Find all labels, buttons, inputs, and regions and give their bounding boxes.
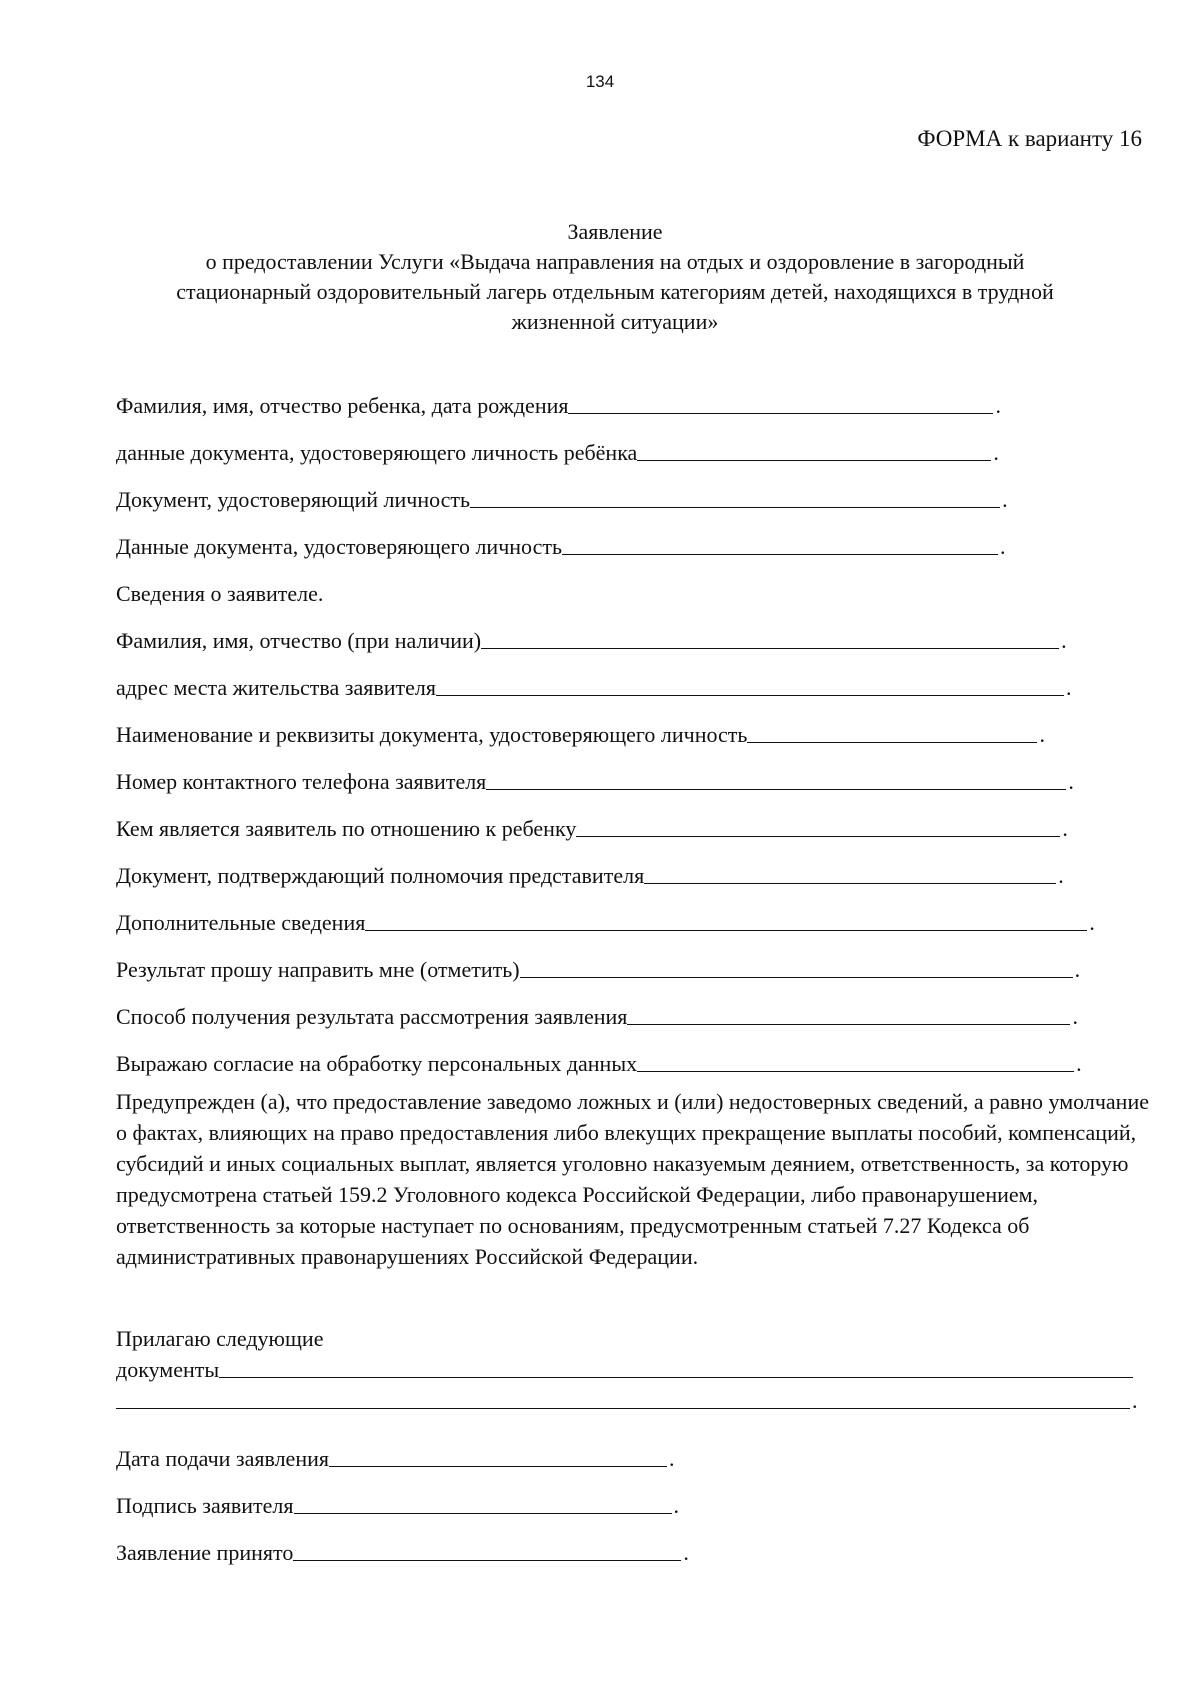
field-label: Подпись заявителя [116,1493,294,1518]
field-relation-to-child [116,795,1136,842]
fill-line[interactable] [486,766,1066,790]
field-dot: . [1132,1388,1138,1413]
field-result-method [116,983,1136,1030]
field-label: Фамилия, имя, отчество ребенка, дата рождения [116,393,569,418]
fill-line[interactable] [470,484,1000,508]
field-label: Документ, удостоверяющий личность [116,487,471,512]
field-additional-info [116,889,1136,936]
fill-line[interactable] [293,1537,681,1561]
title-line: жизненной ситуации» [511,309,719,334]
signature-section [116,1425,689,1566]
field-label: Результат прошу направить мне (отметить) [116,957,520,982]
field-dot: . [1066,675,1072,700]
field-dot: . [1000,534,1006,559]
attachments-label: Прилагаю следующие [116,1326,324,1351]
field-dot: . [683,1540,689,1565]
applicant-info-heading [116,560,1136,607]
fill-line[interactable] [747,719,1037,743]
applicant-fields [116,372,1136,1077]
field-dot: . [1072,1004,1078,1029]
liability-warning: Предупрежден (а), что предоставление заведомо ложных и (или) недостоверных сведений, а равно умолчание о фактах, влияющих на право предоставления либо влекущих прекращение выплаты пособий, компенсаций, субсидий и иных социальных выплат, является уголовно наказуемым деянием, ответственность, за которую предусмотрена статьей 159.2 Уголовного кодекса Российской Федерации, либо правонарушением, ответственность за которые наступает по основаниям, предусмотренным статьей 7.27 Кодекса об административных правонарушениях Российской Федерации. [116,1089,1149,1269]
field-id-document-data [116,513,1136,560]
field-dot: . [669,1446,675,1471]
field-dot: . [1039,722,1045,747]
field-submission-date [116,1425,689,1472]
fill-line[interactable] [562,531,998,555]
document-title [140,217,1090,337]
fill-line[interactable] [116,1385,1130,1409]
fill-line[interactable] [219,1354,1133,1378]
field-label: Документ, подтверждающий полномочия представителя [116,863,645,888]
field-label: Данные документа, удостоверяющего личность [116,534,563,559]
field-label: Наименование и реквизиты документа, удостоверяющего личность [116,722,748,747]
field-authority-document [116,842,1136,889]
field-label: Способ получения результата рассмотрения заявления [116,1004,628,1029]
fill-line[interactable] [436,672,1064,696]
field-dot: . [1068,769,1074,794]
field-applicant-address [116,654,1136,701]
field-label: Номер контактного телефона заявителя [116,769,487,794]
field-applicant-signature [116,1472,689,1519]
attachments-extra-row [116,1383,1161,1414]
field-label: Выражаю согласие на обработку персональных данных [116,1051,638,1076]
attachments-label: документы [116,1357,220,1382]
field-id-document-details [116,701,1136,748]
fill-line[interactable] [481,625,1059,649]
attachments-section [116,1321,1161,1414]
title-line: о предоставлении Услуги «Выдача направления на отдых и оздоровление в загородный [205,249,1025,274]
field-label: Фамилия, имя, отчество (при наличии) [116,628,482,653]
field-label: Дата подачи заявления [116,1446,329,1471]
field-label: Дополнительные сведения [116,910,366,935]
field-child-name-birthdate [116,372,1136,419]
page-number: 134 [585,72,615,91]
field-child-id-data [116,419,1136,466]
field-applicant-name [116,607,1136,654]
field-dot: . [1058,863,1064,888]
fill-line[interactable] [329,1443,667,1467]
fill-line[interactable] [637,1048,1074,1072]
form-variant-label: ФОРМА к варианту 16 [917,126,1142,151]
fill-line[interactable] [568,390,993,414]
field-dot: . [673,1493,680,1518]
field-dot: . [1062,816,1068,841]
fill-line[interactable] [520,954,1073,978]
fill-line[interactable] [294,1490,672,1514]
field-result-delivery [116,936,1136,983]
fill-line[interactable] [365,907,1087,931]
field-label: адрес места жительства заявителя [116,675,436,700]
fill-line[interactable] [644,860,1056,884]
fill-line[interactable] [576,813,1060,837]
field-applicant-phone [116,748,1136,795]
field-label: Кем является заявитель по отношению к ребенку [116,816,577,841]
field-application-accepted [116,1519,689,1566]
field-dot: . [1076,1051,1082,1076]
field-dot: . [1061,628,1067,653]
field-dot: . [993,440,999,465]
fill-line[interactable] [627,1001,1070,1025]
field-label: Заявление принято [116,1540,294,1565]
field-dot: . [1002,487,1008,512]
field-dot: . [1074,957,1081,982]
field-label: данные документа, удостоверяющего личность ребёнка [116,440,638,465]
attachments-label-row [116,1321,1161,1352]
section-heading: Сведения о заявителе. [116,581,324,606]
attachments-line-row [116,1352,1161,1383]
field-dot: . [1089,910,1095,935]
title-line: стационарный оздоровительный лагерь отдельным категориям детей, находящихся в трудной [176,279,1054,304]
field-id-document [116,466,1136,513]
field-dot: . [995,393,1001,418]
field-data-consent [116,1030,1136,1077]
fill-line[interactable] [637,437,991,461]
title-line: Заявление [567,219,663,244]
